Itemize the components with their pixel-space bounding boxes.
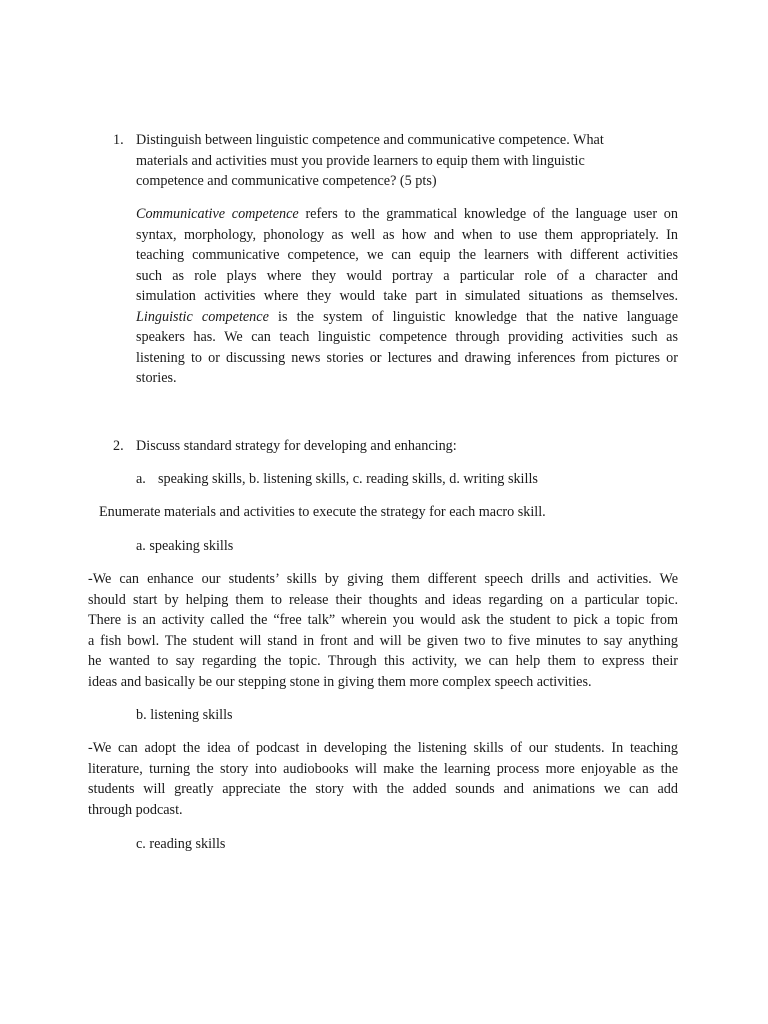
section-body-line: he wanted to say regarding the topic. Through this activity, we can help them to express their bbox=[88, 653, 678, 669]
q1-answer-paragraph bbox=[136, 204, 678, 389]
q1-answer-line: listening to or discussing news stories or lectures and drawing inferences from pictures or bbox=[136, 349, 678, 366]
q1-answer-line: Linguistic competence is the system of linguistic knowledge that the native language bbox=[136, 308, 678, 325]
section-body-line: should start by helping them to release their thoughts and ideas regarding on a particular topic. bbox=[88, 591, 678, 608]
q2-number: 2. bbox=[113, 438, 124, 454]
q1-answer-term: Communicative competence bbox=[136, 206, 299, 222]
q1-number: 1. bbox=[113, 132, 124, 148]
section-body-line: through podcast. bbox=[88, 801, 183, 818]
q1-question-line-1: Distinguish between linguistic competence and communicative competence. What bbox=[136, 132, 604, 148]
q2-question: Discuss standard strategy for developing and enhancing: bbox=[136, 438, 457, 454]
section-heading-speaking: a. speaking skills bbox=[136, 538, 234, 554]
section-body-line: ideas and basically be our stepping stone in giving them more complex speech activities. bbox=[88, 673, 592, 690]
q1-answer-line: simulation activities where they would take part in simulated situations as themselves. bbox=[136, 288, 678, 304]
section-body-line: -We can enhance our students’ skills by giving them different speech drills and activities. We bbox=[88, 571, 678, 587]
q1-answer-line: syntax, morphology, phonology as well as how and when to use them appropriately. In bbox=[136, 226, 678, 243]
q1-answer-line: teaching communicative competence, we can equip the learners with different activities bbox=[136, 247, 678, 263]
section-body-line: students will greatly appreciate the story with the added sounds and animations we can add bbox=[88, 781, 678, 797]
q1-answer-term: Linguistic competence bbox=[136, 308, 269, 325]
section-body-line: literature, turning the story into audiobooks will make the learning process more enjoyable as the bbox=[88, 760, 678, 777]
section-heading-listening: b. listening skills bbox=[136, 707, 233, 723]
q1-question-line-3: competence and communicative competence? (5 pts) bbox=[136, 173, 437, 189]
q1-question-line-2: materials and activities must you provide learners to equip them with linguistic bbox=[136, 152, 585, 169]
q1-answer-line: stories. bbox=[136, 370, 177, 386]
section-body-speaking bbox=[88, 569, 678, 692]
q1-answer-line: such as role plays where they would portray a particular role of a character and bbox=[136, 267, 678, 284]
section-body-line: a fish bowl. The student will stand in front and will be given two to five minutes to say anything bbox=[88, 632, 678, 649]
q2-enumerate-instruction: Enumerate materials and activities to execute the strategy for each macro skill. bbox=[99, 504, 546, 520]
q2-sub-marker: a. bbox=[136, 471, 146, 487]
section-body-line: There is an activity called the “free talk” wherein you would ask the student to pick a topic from bbox=[88, 612, 678, 628]
section-body-listening bbox=[88, 738, 678, 820]
q1-answer-line: Communicative competence refers to the grammatical knowledge of the language user on bbox=[136, 206, 678, 222]
q1-answer-line: speakers has. We can teach linguistic competence through providing activities such as bbox=[136, 329, 678, 345]
section-heading-reading: c. reading skills bbox=[136, 836, 226, 852]
section-body-line: -We can adopt the idea of podcast in developing the listening skills of our students. In teaching bbox=[88, 740, 678, 756]
q2-sub-text: speaking skills, b. listening skills, c. reading skills, d. writing skills bbox=[158, 471, 538, 487]
